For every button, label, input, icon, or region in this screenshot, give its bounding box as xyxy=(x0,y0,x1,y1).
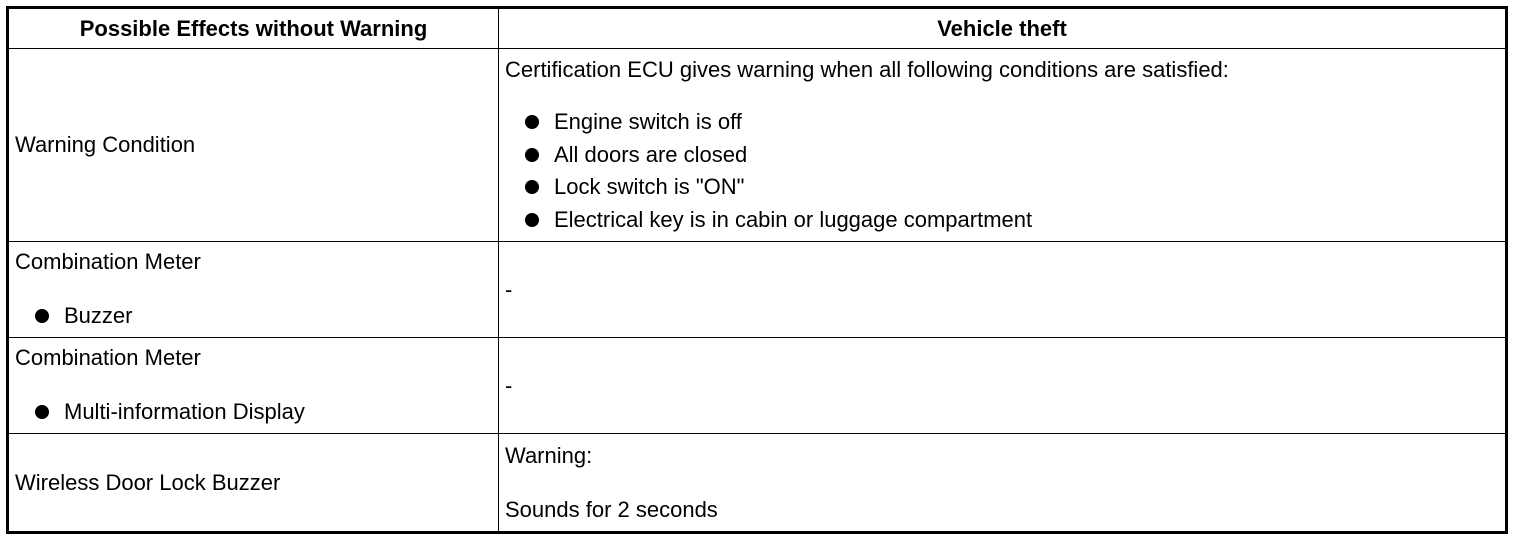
bullet-icon xyxy=(525,148,539,162)
row-label-combination-meter-display: Combination Meter Multi-information Display xyxy=(8,338,499,434)
list-item: Electrical key is in cabin or luggage compartment xyxy=(525,204,1499,237)
warning-condition-cell xyxy=(499,49,1507,242)
bullet-icon xyxy=(525,213,539,227)
row-label-combination-meter-buzzer: Combination Meter Buzzer xyxy=(8,242,499,338)
sub-list xyxy=(15,396,492,429)
sub-list xyxy=(15,300,492,333)
bullet-icon xyxy=(35,309,49,323)
table-row xyxy=(8,338,1507,434)
list-item: Lock switch is "ON" xyxy=(525,171,1499,204)
header-row xyxy=(8,8,1507,49)
row-label-warning-condition: Warning Condition xyxy=(8,49,499,242)
display-value: - xyxy=(499,338,1507,434)
list-item: Buzzer xyxy=(35,300,492,333)
warning-condition-lead: Certification ECU gives warning when all following conditions are satisfied: xyxy=(505,57,1229,82)
buzzer-value: - xyxy=(499,242,1507,338)
header-vehicle-theft: Vehicle theft xyxy=(499,8,1507,49)
condition-list xyxy=(505,106,1499,236)
list-item: All doors are closed xyxy=(525,139,1499,172)
wireless-buzzer-value: Warning: Sounds for 2 seconds xyxy=(499,434,1507,533)
table-row xyxy=(8,434,1507,533)
list-item: Multi-information Display xyxy=(35,396,492,429)
bullet-icon xyxy=(525,180,539,194)
table-row xyxy=(8,242,1507,338)
table-row xyxy=(8,49,1507,242)
warning-effects-table xyxy=(6,6,1508,534)
header-effects: Possible Effects without Warning xyxy=(8,8,499,49)
bullet-icon xyxy=(525,115,539,129)
list-item: Engine switch is off xyxy=(525,106,1499,139)
bullet-icon xyxy=(35,405,49,419)
row-label-wireless-door-lock-buzzer: Wireless Door Lock Buzzer xyxy=(8,434,499,533)
